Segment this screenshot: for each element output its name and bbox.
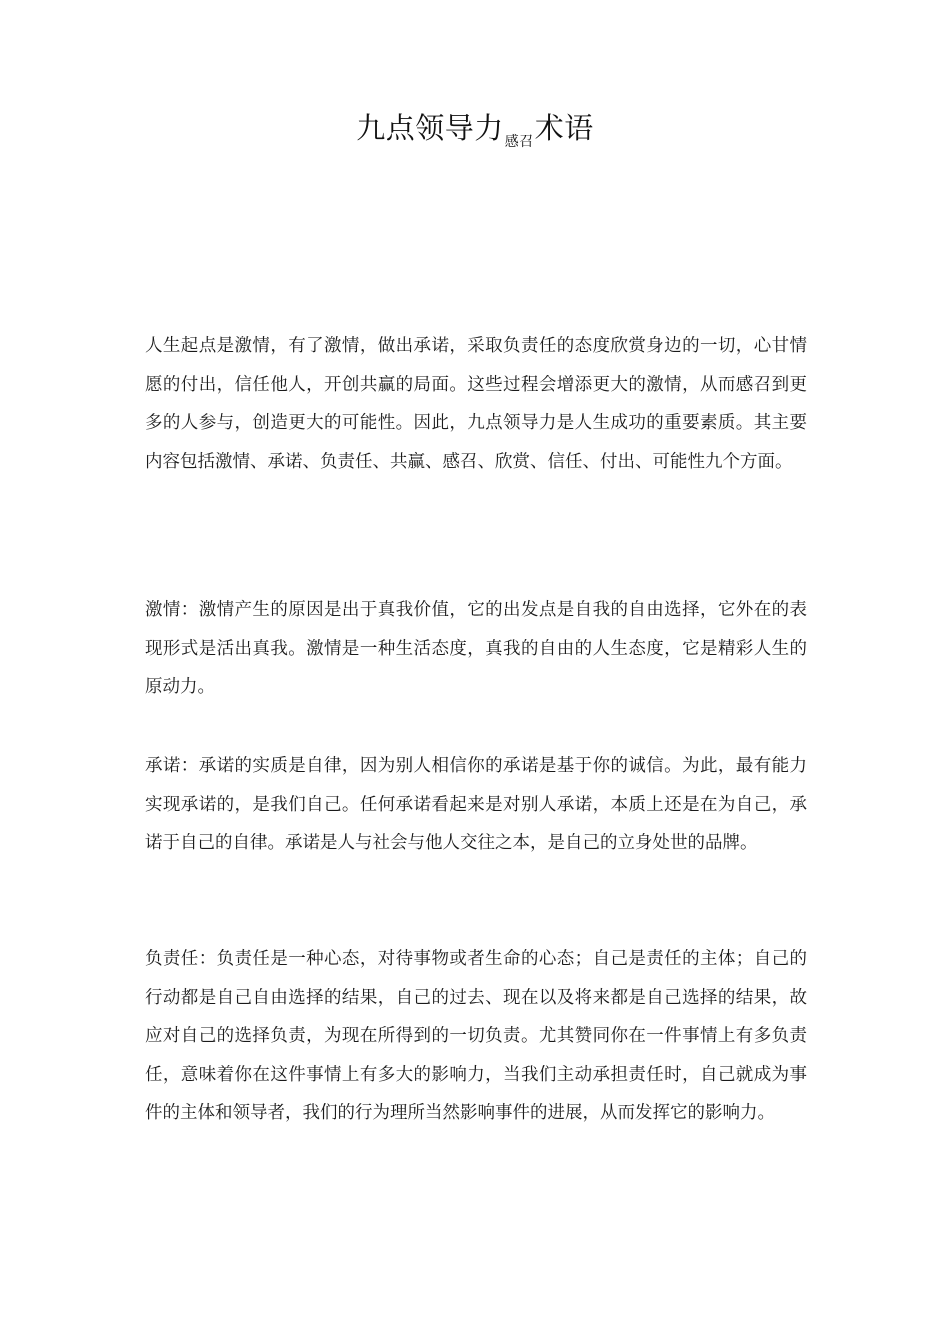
- title-tail: 术语: [534, 111, 594, 145]
- responsibility-paragraph: 负责任：负责任是一种心态，对待事物或者生命的心态；自己是责任的主体；自己的行动都是自己自由选择的结果，自己的过去、现在以及将来都是自己选择的结果，故应对自己的选择负责，为现在所得到的一切负责。尤其赞同你在一件事情上有多负责任，意味着你在这件事情上有多大的影响力，当我们主动承担责任时，自己就成为事件的主体和领导者，我们的行为理所当然影响事件的进展，从而发挥它的影响力。: [145, 949, 807, 1123]
- commitment-paragraph: 承诺：承诺的实质是自律，因为别人相信你的承诺是基于你的诚信。为此，最有能力实现承诺的，是我们自己。任何承诺看起来是对别人承诺，本质上还是在为自己，承诺于自己的自律。承诺是人与社会与他人交往之本，是自己的立身处世的品牌。: [145, 756, 807, 853]
- document-title: [0, 106, 950, 151]
- intro-paragraph: 人生起点是激情，有了激情，做出承诺，采取负责任的态度欣赏身边的一切，心甘情愿的付出，信任他人，开创共赢的局面。这些过程会增添更大的激情，从而感召到更多的人参与，创造更大的可能性。因此，九点领导力是人生成功的重要素质。其主要内容包括激情、承诺、负责任、共赢、感召、欣赏、信任、付出、可能性九个方面。: [145, 336, 807, 472]
- passion-paragraph: 激情：激情产生的原因是出于真我价值，它的出发点是自我的自由选择，它外在的表现形式是活出真我。激情是一种生活态度，真我的自由的人生态度，它是精彩人生的原动力。: [145, 600, 807, 697]
- title-main: 九点领导力: [356, 111, 504, 145]
- title-subscript: 感召: [504, 134, 534, 150]
